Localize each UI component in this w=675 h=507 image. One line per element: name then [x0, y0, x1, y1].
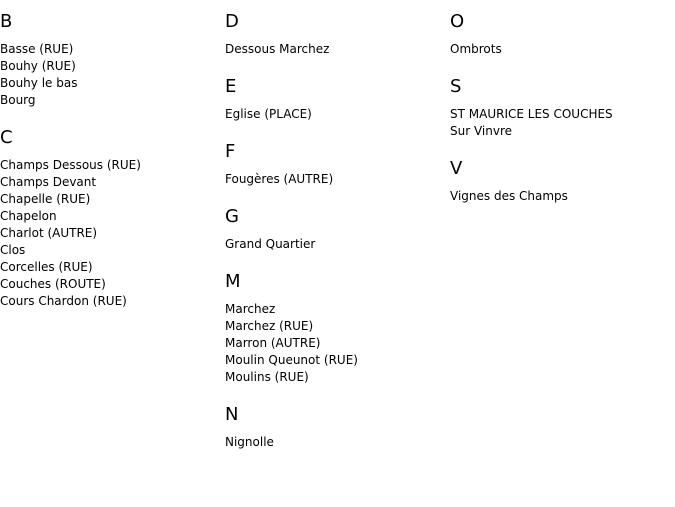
street-link[interactable]: Bouhy le bas [0, 76, 78, 90]
letter-heading-f: F [225, 141, 236, 162]
street-list-n [225, 434, 445, 451]
street-link[interactable]: Moulin Queunot (RUE) [225, 353, 358, 367]
street-link[interactable]: Dessous Marchez [225, 42, 330, 56]
street-list-f [225, 171, 445, 188]
letter-section-s [450, 76, 670, 140]
street-link[interactable]: Basse (RUE) [0, 42, 74, 56]
letter-section-m [225, 271, 445, 386]
letter-section-o [450, 11, 670, 58]
letter-section-e [225, 76, 445, 123]
street-link[interactable]: Marron (AUTRE) [225, 336, 321, 350]
street-link[interactable]: Sur Vinvre [450, 124, 513, 138]
street-link[interactable]: Marchez [225, 302, 276, 316]
letter-heading-o: O [450, 11, 465, 32]
letter-section-g [225, 206, 445, 253]
index-column-2 [225, 0, 445, 451]
letter-heading-n: N [225, 404, 239, 425]
street-link[interactable]: Ombrots [450, 42, 502, 56]
letter-heading-d: D [225, 11, 239, 32]
letter-section-v [450, 158, 670, 205]
street-link[interactable]: Moulins (RUE) [225, 370, 309, 384]
letter-heading-c: C [0, 127, 13, 148]
street-list-o [450, 41, 670, 58]
letter-heading-m: M [225, 271, 241, 292]
street-list-d [225, 41, 445, 58]
street-list-v [450, 188, 670, 205]
street-link[interactable]: Chapelon [0, 209, 57, 223]
street-link[interactable]: Champs Devant [0, 175, 97, 189]
street-link[interactable]: Clos [0, 243, 26, 257]
street-list-s [450, 106, 670, 140]
street-link[interactable]: Bouhy (RUE) [0, 59, 76, 73]
index-column-1 [0, 0, 220, 310]
letter-heading-v: V [450, 158, 463, 179]
letter-section-c [0, 127, 220, 310]
street-link[interactable]: Grand Quartier [225, 237, 316, 251]
letter-section-n [225, 404, 445, 451]
street-link[interactable]: Fougères (AUTRE) [225, 172, 334, 186]
street-link[interactable]: Bourg [0, 93, 36, 107]
letter-heading-s: S [450, 76, 462, 97]
street-list-c [0, 157, 220, 310]
letter-heading-g: G [225, 206, 239, 227]
street-link[interactable]: Marchez (RUE) [225, 319, 314, 333]
street-list-g [225, 236, 445, 253]
street-link[interactable]: Vignes des Champs [450, 189, 568, 203]
letter-heading-b: B [0, 11, 13, 32]
index-column-3 [450, 0, 670, 205]
street-link[interactable]: Cours Chardon (RUE) [0, 294, 127, 308]
street-link[interactable]: Eglise (PLACE) [225, 107, 312, 121]
letter-heading-e: E [225, 76, 237, 97]
letter-section-d [225, 11, 445, 58]
street-list-m [225, 301, 445, 386]
street-list-e [225, 106, 445, 123]
street-link[interactable]: ST MAURICE LES COUCHES [450, 107, 613, 121]
street-link[interactable]: Champs Dessous (RUE) [0, 158, 141, 172]
street-link[interactable]: Corcelles (RUE) [0, 260, 93, 274]
street-list-b [0, 41, 220, 109]
street-link[interactable]: Couches (ROUTE) [0, 277, 106, 291]
letter-section-b [0, 11, 220, 109]
letter-section-f [225, 141, 445, 188]
street-link[interactable]: Charlot (AUTRE) [0, 226, 98, 240]
street-link[interactable]: Chapelle (RUE) [0, 192, 91, 206]
street-link[interactable]: Nignolle [225, 435, 274, 449]
